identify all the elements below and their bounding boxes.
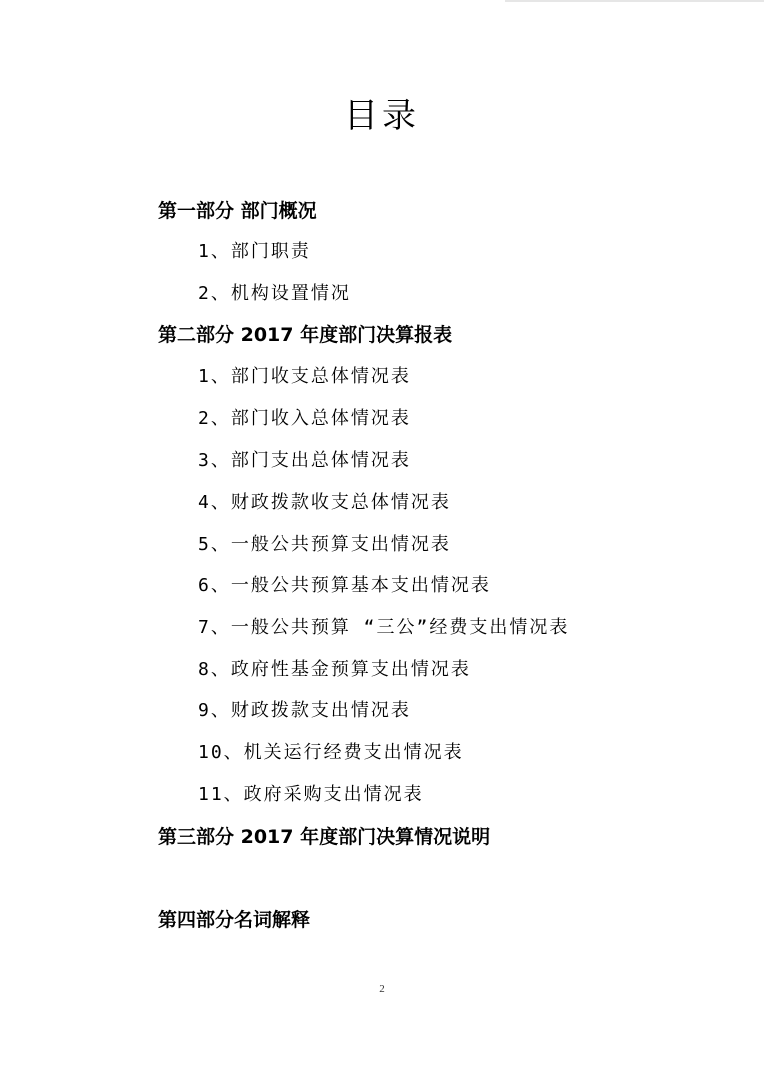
toc-item-2-9: 9、财政拨款支出情况表	[198, 700, 411, 721]
toc-section-4: 第四部分名词解释	[158, 909, 311, 931]
toc-item-2-6: 6、一般公共预算基本支出情况表	[198, 575, 491, 596]
toc-item-2-7: 7、一般公共预算 “三公”经费支出情况表	[198, 617, 570, 638]
toc-item-2-3: 3、部门支出总体情况表	[198, 450, 411, 471]
toc-section-2: 第二部分 2017 年度部门决算报表	[158, 324, 453, 346]
toc-section-3: 第三部分 2017 年度部门决算情况说明	[158, 826, 491, 848]
page-number: 2	[379, 983, 385, 995]
toc-item-2-8: 8、政府性基金预算支出情况表	[198, 659, 471, 680]
toc-item-2-4: 4、财政拨款收支总体情况表	[198, 492, 451, 513]
toc-section-1: 第一部分 部门概况	[158, 200, 317, 222]
toc-item-2-10: 10、机关运行经费支出情况表	[198, 742, 464, 763]
toc-title: 目录	[344, 96, 420, 136]
toc-item-1-2: 2、机构设置情况	[198, 283, 351, 304]
toc-item-2-1: 1、部门收支总体情况表	[198, 366, 411, 387]
toc-item-2-2: 2、部门收入总体情况表	[198, 408, 411, 429]
toc-item-1-1: 1、部门职责	[198, 241, 311, 262]
toc-item-2-11: 11、政府采购支出情况表	[198, 784, 424, 805]
toc-item-2-5: 5、一般公共预算支出情况表	[198, 534, 451, 555]
scan-edge-mark	[505, 0, 764, 2]
